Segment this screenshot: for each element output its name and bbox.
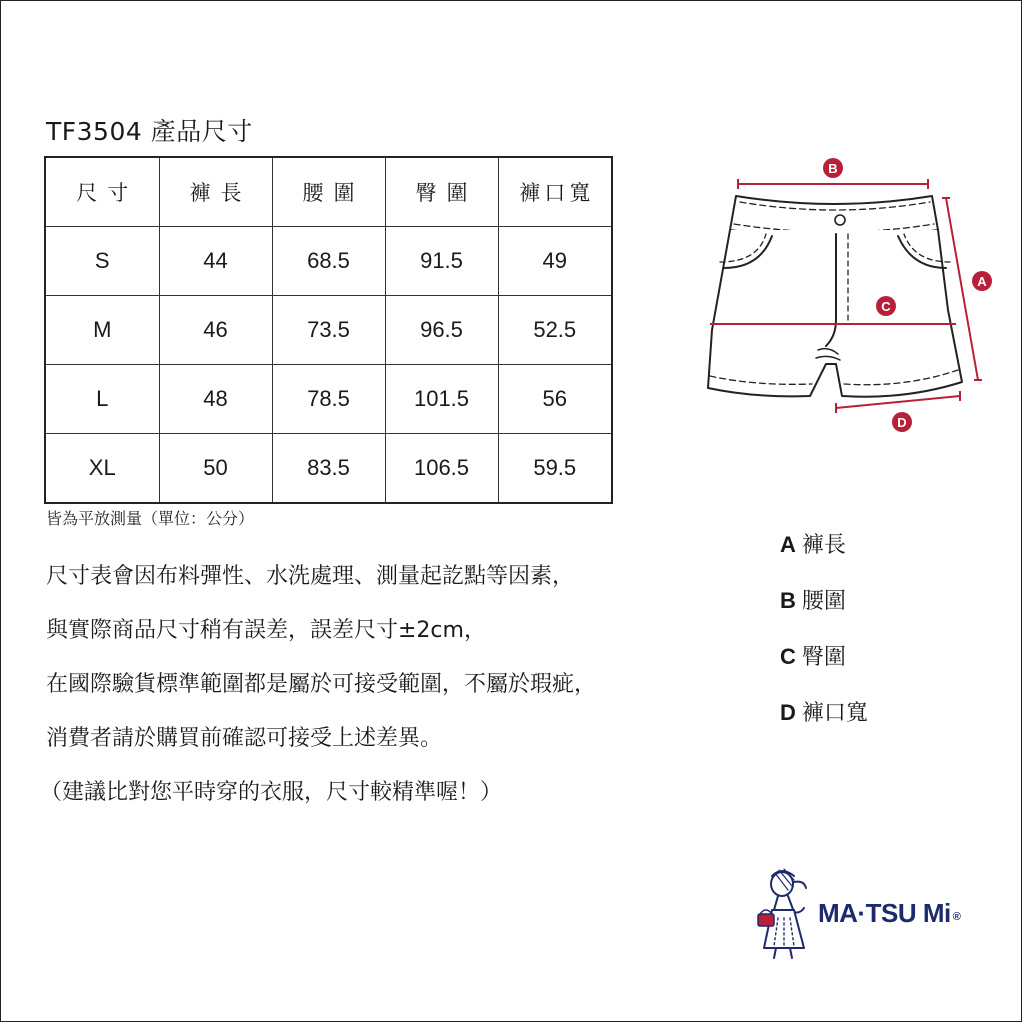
cell-size: L	[45, 365, 159, 434]
product-title: TF3504 產品尺寸	[46, 117, 253, 146]
note-line: （建議比對您平時穿的衣服，尺寸較精準喔！）	[40, 780, 503, 805]
marker-c	[876, 296, 896, 316]
table-header-row	[45, 157, 612, 227]
marker-b	[823, 158, 843, 178]
cell-length: 44	[159, 227, 272, 296]
cell-length: 50	[159, 434, 272, 504]
note-line: 在國際驗貨標準範圍都是屬於可接受範圍，不屬於瑕疵，	[46, 672, 597, 697]
shorts-diagram	[700, 150, 1000, 440]
cell-waist: 78.5	[272, 365, 385, 434]
cell-leg-opening: 56	[498, 365, 612, 434]
header-hip: 臀圍	[385, 157, 498, 227]
brand-name: MA·TSU Mi ®	[818, 898, 961, 928]
header-leg-opening: 褲口寬	[498, 157, 612, 227]
header-waist: 腰圍	[272, 157, 385, 227]
legend-item-a: A 褲長	[780, 532, 846, 557]
legend-item-b: B 腰圍	[780, 588, 846, 613]
cell-leg-opening: 49	[498, 227, 612, 296]
cell-hip: 106.5	[385, 434, 498, 504]
header-length: 褲長	[159, 157, 272, 227]
svg-text:C: C	[881, 299, 891, 314]
cell-hip: 91.5	[385, 227, 498, 296]
header-size: 尺寸	[45, 157, 159, 227]
table-row	[45, 296, 612, 365]
cell-length: 48	[159, 365, 272, 434]
cell-waist: 68.5	[272, 227, 385, 296]
marker-a	[972, 271, 992, 291]
size-disclaimer	[40, 560, 597, 830]
size-table	[44, 156, 613, 504]
measure-note: 皆為平放測量（單位：公分）	[46, 509, 255, 528]
cell-hip: 96.5	[385, 296, 498, 365]
note-line: 與實際商品尺寸稍有誤差，誤差尺寸±2cm，	[46, 618, 486, 643]
cell-size: XL	[45, 434, 159, 504]
marker-d	[892, 412, 912, 432]
legend-item-d: D 褲口寬	[780, 700, 868, 725]
note-line: 尺寸表會因布料彈性、水洗處理、測量起訖點等因素，	[46, 564, 575, 589]
cell-waist: 83.5	[272, 434, 385, 504]
svg-text:D: D	[897, 415, 907, 430]
cell-waist: 73.5	[272, 296, 385, 365]
cell-leg-opening: 59.5	[498, 434, 612, 504]
cell-hip: 101.5	[385, 365, 498, 434]
note-line: 消費者請於購買前確認可接受上述差異。	[46, 726, 443, 751]
cell-size: S	[45, 227, 159, 296]
table-row	[45, 227, 612, 296]
brand-logo	[748, 862, 978, 962]
table-row	[45, 365, 612, 434]
cell-leg-opening: 52.5	[498, 296, 612, 365]
girl-mascot-icon	[748, 862, 818, 962]
svg-text:A: A	[977, 274, 987, 289]
legend-item-c: C 臀圍	[780, 644, 846, 669]
cell-size: M	[45, 296, 159, 365]
svg-text:B: B	[828, 161, 838, 176]
measurement-legend	[780, 528, 868, 752]
cell-length: 46	[159, 296, 272, 365]
table-row	[45, 434, 612, 504]
